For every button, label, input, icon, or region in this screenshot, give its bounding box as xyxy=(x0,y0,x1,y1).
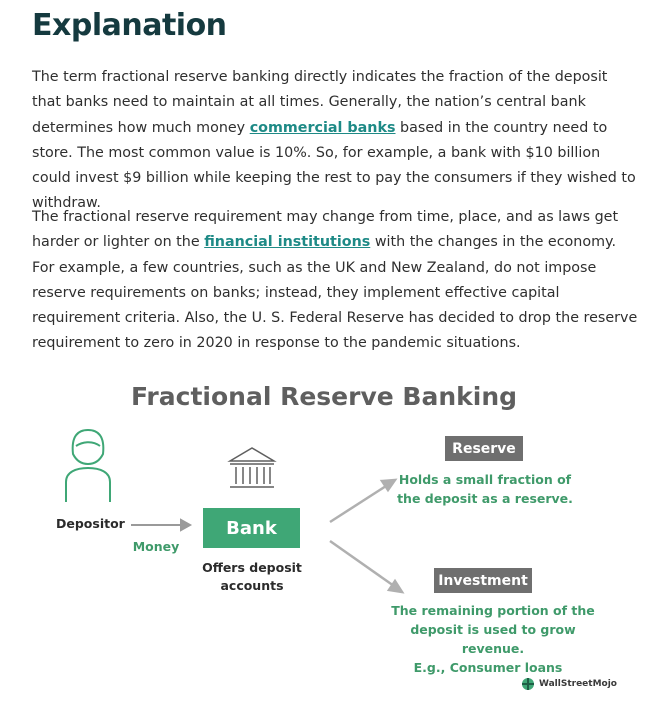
paragraph-2-text-a: The fractional reserve requirement may change from time, place, and as laws get harder or lighter on the xyxy=(32,209,619,251)
depositor-label: Depositor xyxy=(56,516,125,531)
reserve-description xyxy=(396,470,574,508)
investment-description-line-3: revenue. xyxy=(461,641,525,656)
brand-watermark xyxy=(520,676,617,692)
bank-description-line-2: accounts xyxy=(220,578,284,593)
person-icon xyxy=(66,430,110,502)
investment-example: E.g., Consumer loans xyxy=(413,660,563,675)
page-title: Explanation xyxy=(32,8,227,43)
bank-description xyxy=(192,559,312,595)
investment-description-line-2: deposit is used to grow xyxy=(410,622,576,637)
bank-box: Bank xyxy=(203,508,300,548)
investment-description xyxy=(388,601,598,677)
investment-box: Investment xyxy=(434,568,532,593)
brand-logo-icon xyxy=(520,676,536,692)
paragraph-1-text-b: based in the country need to store. The most common value is 10%. So, for example, a bank with $10 billion could invest $9 billion while keeping the rest to pay the consumers if they wished to withdraw. xyxy=(32,119,636,212)
investment-description-line-1: The remaining portion of the xyxy=(391,603,595,618)
bank-description-line-1: Offers deposit xyxy=(202,560,302,575)
fractional-reserve-diagram xyxy=(0,370,648,703)
investment-arrow xyxy=(330,541,402,592)
reserve-description-line-1: Holds a small fraction of xyxy=(398,472,572,487)
reserve-box: Reserve xyxy=(445,436,523,461)
reserve-arrow xyxy=(330,480,395,522)
paragraph-1 xyxy=(32,65,638,217)
money-arrow xyxy=(131,520,190,530)
reserve-description-line-2: the deposit as a reserve. xyxy=(397,491,573,506)
brand-name: WallStreetMojo xyxy=(539,679,617,689)
diagram-title: Fractional Reserve Banking xyxy=(130,382,518,411)
paragraph-2 xyxy=(32,205,638,357)
commercial-banks-link[interactable]: commercial banks xyxy=(249,119,396,136)
financial-institutions-link[interactable]: financial institutions xyxy=(204,234,371,251)
paragraph-2-text-b: with the changes in the economy. For example, a few countries, such as the UK and New Zealand, do not impose reserve requirements on banks; instead, they implement effective capital requirement criteria. Also, the U. S. Federal Reserve has decided to drop the reserve requirement to zero in 2020 in response to the pandemic situations. xyxy=(32,234,638,352)
money-label: Money xyxy=(132,539,180,554)
bank-building-icon xyxy=(230,448,274,487)
paragraph-1-text-a: The term fractional reserve banking directly indicates the fraction of the deposit that banks need to maintain at all times. Generally, the nation’s central bank determines how much money xyxy=(32,69,608,136)
